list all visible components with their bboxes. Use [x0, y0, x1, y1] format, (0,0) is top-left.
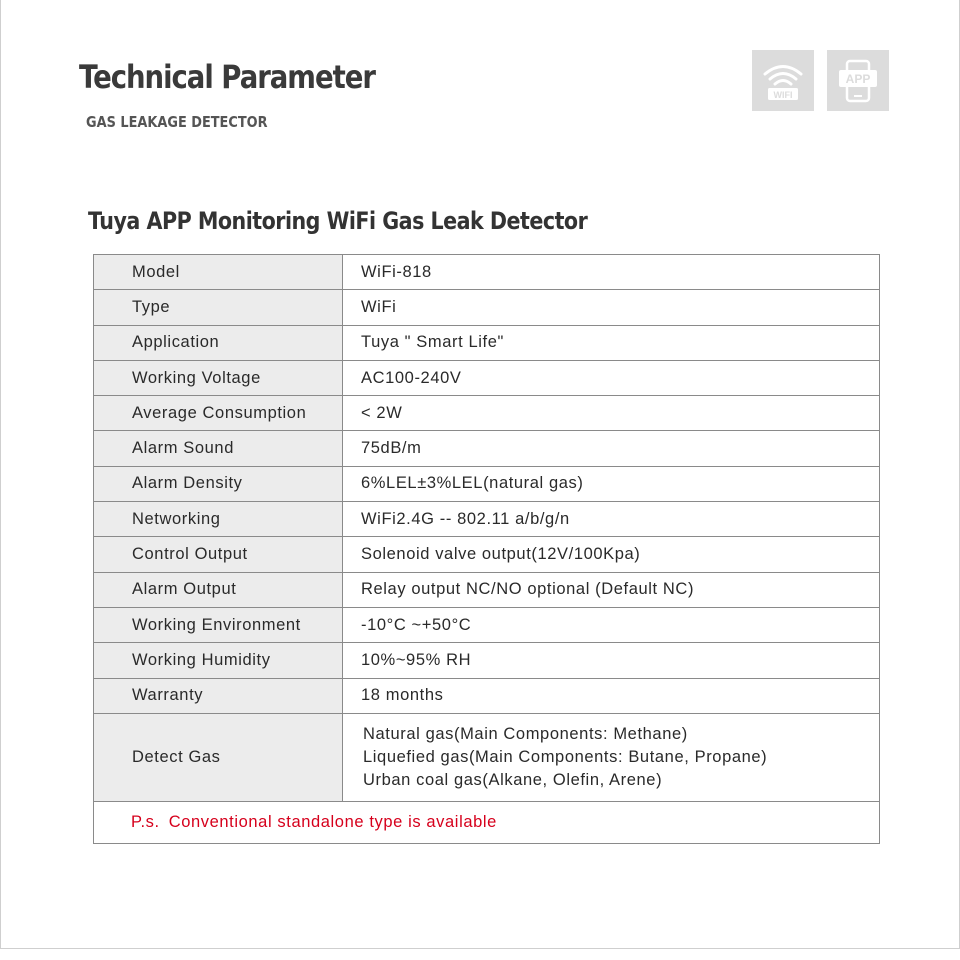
footnote — [94, 802, 879, 843]
table-row — [94, 643, 879, 678]
table-row — [94, 361, 879, 396]
spec-value: WiFi-818 — [361, 262, 432, 281]
detect-gas-line: Urban coal gas(Alkane, Olefin, Arene) — [363, 770, 663, 789]
table-row — [94, 608, 879, 643]
spec-value: AC100-240V — [361, 368, 462, 387]
page-title: Technical Parameter — [79, 58, 375, 96]
spec-value: WiFi — [361, 297, 397, 316]
spec-label: Working Environment — [94, 608, 343, 642]
footnote-text: Conventional standalone type is available — [168, 812, 497, 831]
table-row — [94, 396, 879, 431]
table-row — [94, 537, 879, 572]
spec-value: < 2W — [361, 403, 403, 422]
spec-value: 18 months — [361, 686, 444, 705]
table-row — [94, 502, 879, 537]
spec-value: Relay output NC/NO optional (Default NC) — [361, 580, 695, 599]
phone-app-icon — [836, 59, 880, 103]
detect-gas-line: Liquefied gas(Main Components: Butane, Propane) — [363, 747, 768, 766]
wifi-badge — [752, 50, 814, 111]
spec-label: Working Humidity — [94, 643, 343, 677]
spec-label: Type — [94, 290, 343, 324]
spec-label: Alarm Sound — [94, 431, 343, 465]
spec-label: Application — [94, 326, 343, 360]
spec-label: Model — [94, 255, 343, 289]
spec-label: Alarm Output — [94, 573, 343, 607]
spec-value: 75dB/m — [361, 439, 422, 458]
detect-gas-line: Natural gas(Main Components: Methane) — [363, 724, 688, 743]
spec-label: Alarm Density — [94, 467, 343, 501]
spec-value: WiFi2.4G -- 802.11 a/b/g/n — [361, 509, 570, 528]
spec-label: Detect Gas — [94, 714, 343, 801]
spec-value: Solenoid valve output(12V/100Kpa) — [361, 545, 641, 564]
footnote-prefix: P.s. — [131, 812, 160, 831]
table-row — [94, 255, 879, 290]
page-subtitle: GAS LEAKAGE DETECTOR — [86, 113, 268, 131]
spec-value-multi — [343, 714, 879, 801]
spec-label: Working Voltage — [94, 361, 343, 395]
wifi-icon — [761, 59, 805, 103]
table-row-detect-gas — [94, 714, 879, 802]
table-row — [94, 679, 879, 714]
table-row — [94, 290, 879, 325]
spec-table — [93, 254, 880, 844]
app-badge — [827, 50, 889, 111]
wifi-badge-label: WIFI — [773, 89, 793, 100]
spec-label: Warranty — [94, 679, 343, 713]
spec-value: -10°C ~+50°C — [361, 615, 472, 634]
table-row — [94, 573, 879, 608]
table-row — [94, 431, 879, 466]
spec-label: Control Output — [94, 537, 343, 571]
spec-label: Networking — [94, 502, 343, 536]
spec-value: 10%~95% RH — [361, 650, 472, 669]
app-badge-label: APP — [845, 71, 871, 86]
spec-value: 6%LEL±3%LEL(natural gas) — [361, 474, 584, 493]
table-row — [94, 467, 879, 502]
table-row — [94, 326, 879, 361]
spec-value: Tuya " Smart Life" — [361, 333, 504, 352]
spec-rows — [94, 255, 879, 714]
section-title: Tuya APP Monitoring WiFi Gas Leak Detector — [88, 207, 588, 235]
spec-label: Average Consumption — [94, 396, 343, 430]
